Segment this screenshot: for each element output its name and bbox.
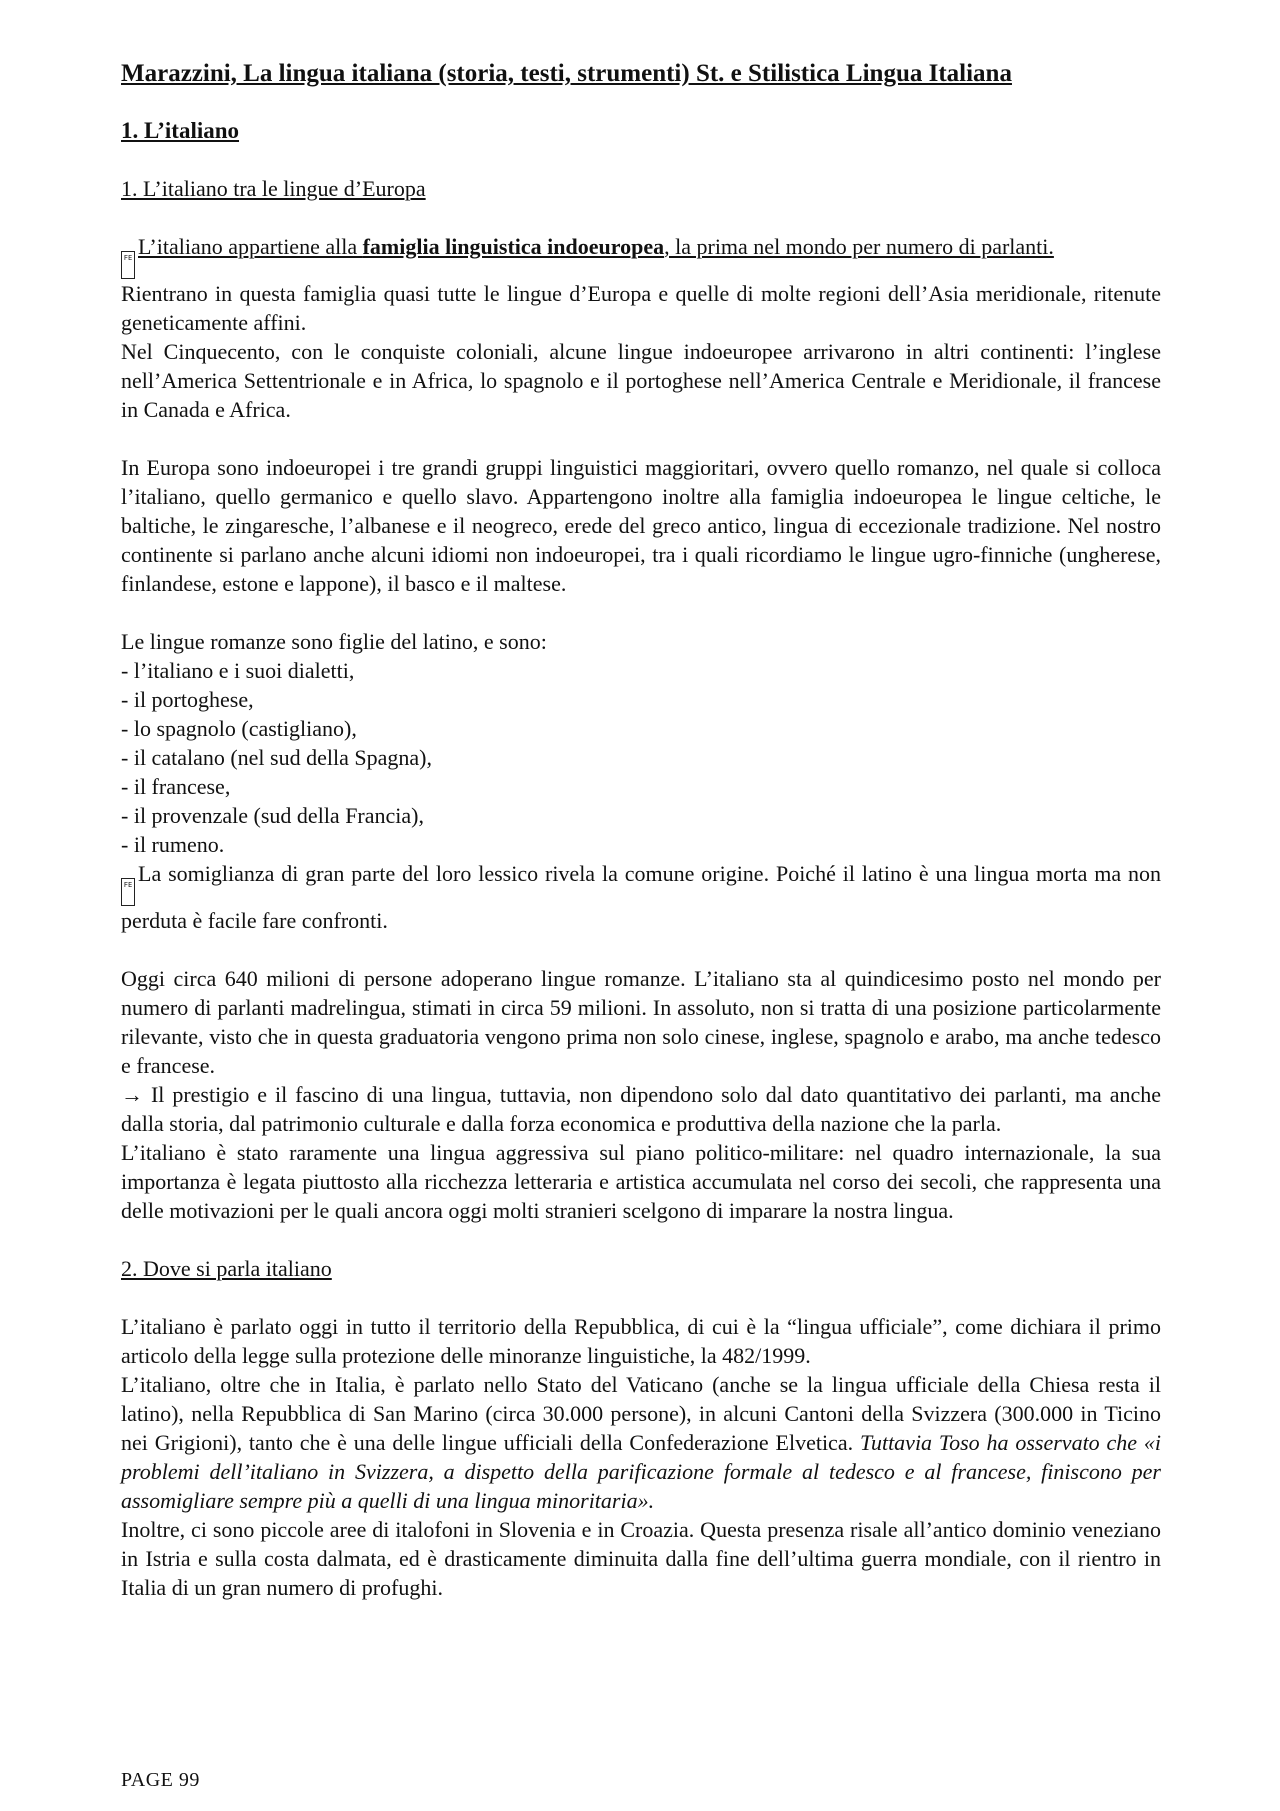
paragraph: In Europa sono indoeuropei i tre grandi gruppi linguistici maggioritari, ovvero quello romanzo, nel quale si colloca l’italiano, quello germanico e quello slavo. Appartengono inoltre alla famiglia indoeuropea le lingue celtiche, le baltiche, le zingaresche, l’albanese e il neogreco, erede del greco antico, lingua di eccezionale tradizione. Nel nostro continente si parlano anche alcuni idiomi non indoeuropei, tra i quali ricordiamo le lingue ugro-finniche (ungherese, finlandese, estone e lappone), il basco e il maltese. xyxy=(121,455,1161,596)
paragraph-indoeuropean: FE L’italiano appartiene alla famiglia linguistica indoeuropea, la prima nel mondo per numero di parlanti. xyxy=(121,232,1161,279)
italic-quote: Tuttavia Toso ha osservato che «i problemi dell’italiano in Svizzera, a dispetto della parificazione formale al tedesco e al francese, finiscono per assomigliare sempre più a quelli di una lingua minoritaria». xyxy=(121,1430,1161,1513)
list-item: - l’italiano e i suoi dialetti, xyxy=(121,658,355,683)
list-item: - il catalano (nel sud della Spagna), xyxy=(121,745,432,770)
paragraph: → Il prestigio e il fascino di una lingua, tuttavia, non dipendono solo dal dato quantitativo dei parlanti, ma anche dalla storia, dal patrimonio culturale e dalla forza economica e produttiva della nazione che la parla. xyxy=(121,1082,1161,1136)
romance-languages-list xyxy=(121,656,1161,859)
highlight-term: famiglia linguistica indoeuropea xyxy=(362,234,665,259)
paragraph: Rientrano in questa famiglia quasi tutte le lingue d’Europa e quelle di molte regioni dell’Asia meridionale, ritenute geneticamente affini. xyxy=(121,281,1161,335)
paragraph: Inoltre, ci sono piccole aree di italofoni in Slovenia e in Croazia. Questa presenza risale all’antico dominio veneziano in Istria e sulla costa dalmata, ed è drasticamente diminuita dalla fine dell’ultima guerra mondiale, con il rientro in Italia di un gran numero di profughi. xyxy=(121,1517,1161,1600)
paragraph-similarity: FE La somiglianza di gran parte del loro lessico rivela la comune origine. Poiché il latino è una lingua morta ma non perduta è facile fare confronti. xyxy=(121,861,1161,933)
note-marker-icon: FE xyxy=(121,251,135,279)
list-item: - il portoghese, xyxy=(121,687,254,712)
list-item: - il provenzale (sud della Francia), xyxy=(121,803,424,828)
paragraph: Nel Cinquecento, con le conquiste coloniali, alcune lingue indoeuropee arrivarono in altri continenti: l’inglese nell’America Settentrionale e in Africa, lo spagnolo e il portoghese nell’America Centrale e Meridionale, il francese in Canada e Africa. xyxy=(121,339,1161,422)
list-intro: Le lingue romanze sono figlie del latino, e sono: xyxy=(121,629,547,654)
list-item: - il rumeno. xyxy=(121,832,225,857)
list-item: - lo spagnolo (castigliano), xyxy=(121,716,357,741)
note-marker-icon: FE xyxy=(121,878,135,906)
document-title: Marazzini, La lingua italiana (storia, testi, strumenti) St. e Stilistica Lingua Italiana xyxy=(121,60,1012,87)
list-item: - il francese, xyxy=(121,774,231,799)
paragraph: L’italiano è parlato oggi in tutto il territorio della Repubblica, di cui è la “lingua ufficiale”, come dichiara il primo articolo della legge sulla protezione delle minoranze linguistiche, la 482/1999. xyxy=(121,1314,1161,1368)
section-heading-1: 1. L’italiano tra le lingue d’Europa xyxy=(121,176,426,201)
paragraph: Oggi circa 640 milioni di persone adoperano lingue romanze. L’italiano sta al quindicesimo posto nel mondo per numero di parlanti madrelingua, stimati in circa 59 milioni. In assoluto, non si tratta di una posizione particolarmente rilevante, visto che in questa graduatoria vengono prima non solo cinese, inglese, spagnolo e arabo, ma anche tedesco e francese. xyxy=(121,966,1161,1078)
paragraph: L’italiano, oltre che in Italia, è parlato nello Stato del Vaticano (anche se la lingua ufficiale della Chiesa resta il latino), nella Repubblica di San Marino (circa 30.000 persone), in alcuni Cantoni della Svizzera (300.000 in Ticino nei Grigioni), tanto che è una delle lingue ufficiali della Confederazione Elvetica. Tuttavia Toso ha osservato che «i problemi dell’italiano in Svizzera, a dispetto della parificazione formale al tedesco e al francese, finiscono per assomigliare sempre più a quelli di una lingua minoritaria». xyxy=(121,1372,1161,1513)
section-heading-2: 2. Dove si parla italiano xyxy=(121,1256,332,1281)
document-page xyxy=(121,58,1161,1602)
chapter-heading: 1. L’italiano xyxy=(121,118,240,143)
page-number: PAGE 99 xyxy=(121,1769,200,1791)
paragraph: L’italiano è stato raramente una lingua aggressiva sul piano politico-militare: nel quadro internazionale, la sua importanza è legata piuttosto alla ricchezza letteraria e artistica accumulata nel corso dei secoli, che rappresenta una delle motivazioni per le quali ancora oggi molti stranieri scelgono di imparare la nostra lingua. xyxy=(121,1140,1161,1223)
